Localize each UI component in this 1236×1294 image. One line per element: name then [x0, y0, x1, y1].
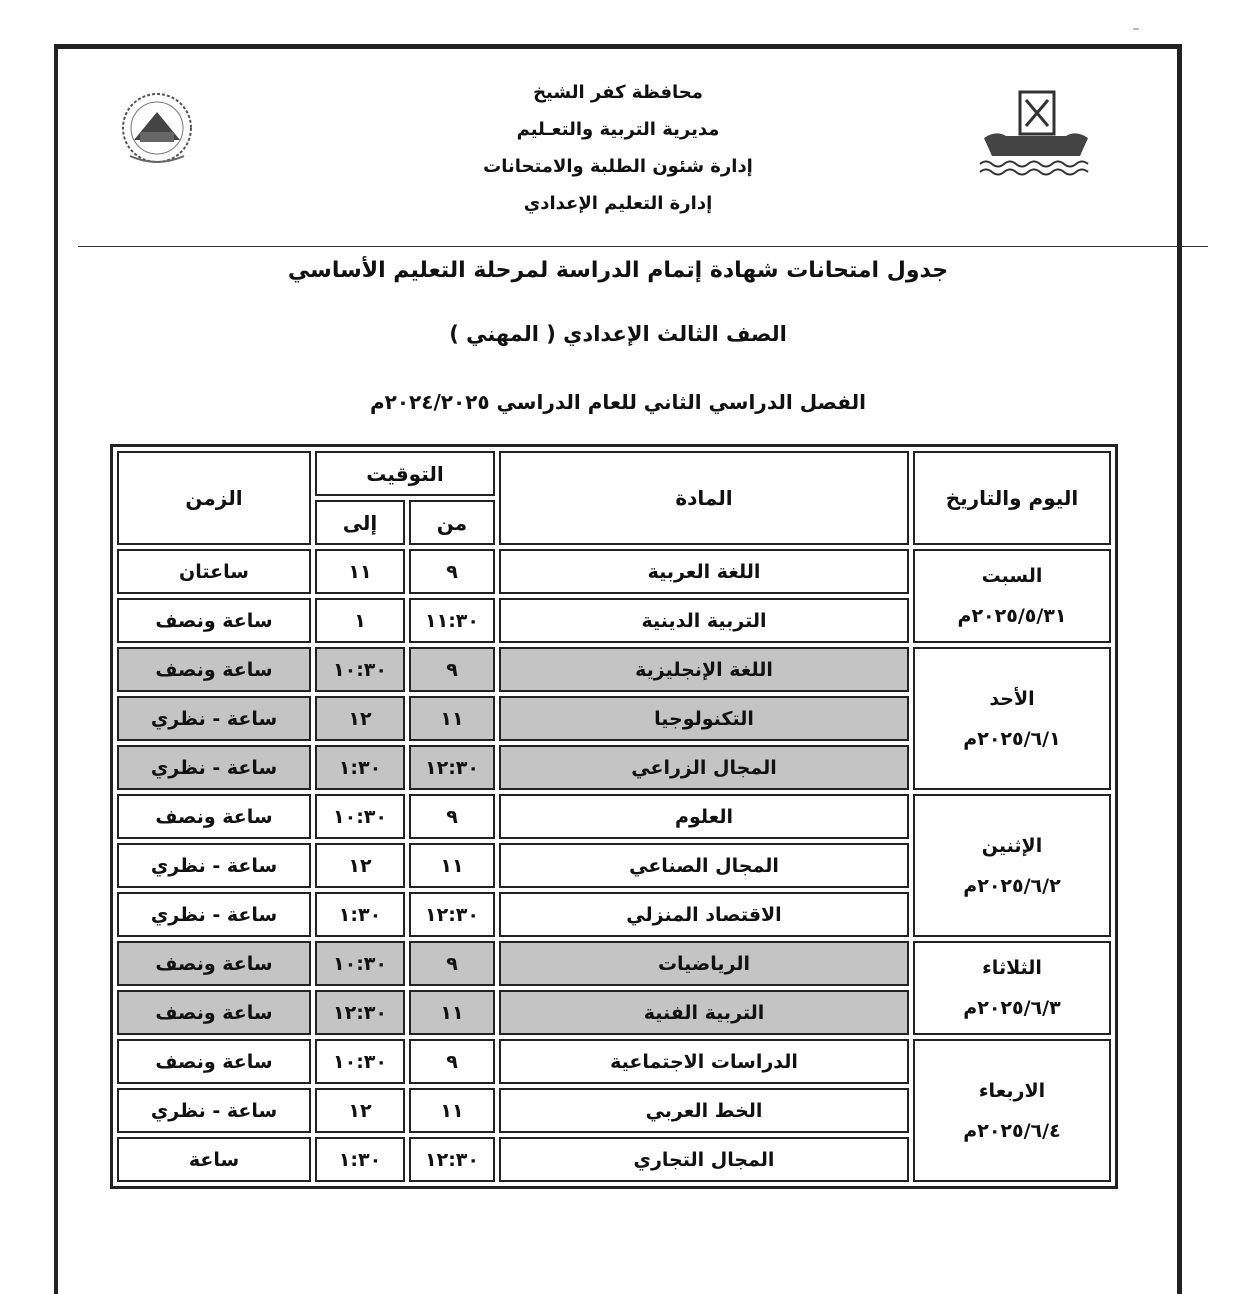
day-cell: [913, 794, 1111, 937]
duration-cell: ساعة: [117, 1137, 311, 1182]
from-cell: ١٢:٣٠: [409, 745, 495, 790]
table-row: [117, 941, 1111, 986]
to-cell: ١٠:٣٠: [315, 794, 405, 839]
day-date: ٢٠٢٥/٦/٣م: [963, 997, 1061, 1019]
subject-cell: الخط العربي: [499, 1088, 909, 1133]
to-cell: ١:٣٠: [315, 745, 405, 790]
duration-cell: ساعة ونصف: [117, 1039, 311, 1084]
table-row: [117, 794, 1111, 839]
to-cell: ١:٣٠: [315, 1137, 405, 1182]
day-name: الأحد: [989, 687, 1035, 710]
to-cell: ١:٣٠: [315, 892, 405, 937]
from-cell: ١٢:٣٠: [409, 892, 495, 937]
day-cell: [913, 1039, 1111, 1182]
header-from: من: [409, 500, 495, 545]
to-cell: ١٠:٣٠: [315, 1039, 405, 1084]
to-cell: ١٢: [315, 1088, 405, 1133]
duration-cell: ساعتان: [117, 549, 311, 594]
duration-cell: ساعة - نظري: [117, 892, 311, 937]
day-date: ٢٠٢٥/٦/٢م: [963, 874, 1061, 897]
from-cell: ١١: [409, 696, 495, 741]
subject-cell: المجال التجاري: [499, 1137, 909, 1182]
duration-cell: ساعة - نظري: [117, 745, 311, 790]
duration-cell: ساعة ونصف: [117, 794, 311, 839]
header-day-date: اليوم والتاريخ: [913, 451, 1111, 545]
schedule-title: جدول امتحانات شهادة إتمام الدراسة لمرحلة التعليم الأساسي: [287, 258, 949, 283]
subject-cell: الاقتصاد المنزلي: [499, 892, 909, 937]
from-cell: ١١: [409, 990, 495, 1035]
header-governorate: محافظة كفر الشيخ: [533, 82, 703, 103]
exam-schedule-table: [110, 444, 1118, 1189]
day-name: الإثنين: [981, 834, 1043, 857]
to-cell: ١٢:٣٠: [315, 990, 405, 1035]
subject-cell: اللغة الإنجليزية: [499, 647, 909, 692]
header-affairs: إدارة شئون الطلبة والامتحانات: [483, 156, 753, 177]
header-divider: [78, 246, 1208, 247]
day-name: السبت: [981, 565, 1043, 587]
table-row: [117, 549, 1111, 594]
header-duration: الزمن: [117, 451, 311, 545]
day-date: ٢٠٢٥/٦/١م: [963, 727, 1061, 750]
subject-cell: التكنولوجيا: [499, 696, 909, 741]
header-department: إدارة التعليم الإعدادي: [523, 193, 713, 214]
header-subject: المادة: [499, 451, 909, 545]
header-to: إلى: [315, 500, 405, 545]
from-cell: ٩: [409, 1039, 495, 1084]
from-cell: ١١: [409, 843, 495, 888]
subject-cell: الرياضيات: [499, 941, 909, 986]
table-row: [117, 1039, 1111, 1084]
duration-cell: ساعة - نظري: [117, 696, 311, 741]
to-cell: ١: [315, 598, 405, 643]
from-cell: ٩: [409, 794, 495, 839]
duration-cell: ساعة ونصف: [117, 598, 311, 643]
from-cell: ٩: [409, 941, 495, 986]
subject-cell: المجال الصناعي: [499, 843, 909, 888]
to-cell: ١٠:٣٠: [315, 941, 405, 986]
day-name: الثلاثاء: [982, 957, 1042, 979]
header-timing: التوقيت: [315, 451, 495, 496]
subject-cell: اللغة العربية: [499, 549, 909, 594]
day-cell: [913, 549, 1111, 643]
grade-title: الصف الثالث الإعدادي ( المهني ): [449, 322, 787, 346]
duration-cell: ساعة - نظري: [117, 843, 311, 888]
day-cell: [913, 647, 1111, 790]
subject-cell: المجال الزراعي: [499, 745, 909, 790]
from-cell: ١١:٣٠: [409, 598, 495, 643]
scan-speck: [1133, 28, 1139, 30]
from-cell: ١١: [409, 1088, 495, 1133]
subject-cell: العلوم: [499, 794, 909, 839]
to-cell: ١٢: [315, 696, 405, 741]
table-row: [117, 647, 1111, 692]
subject-cell: التربية الفنية: [499, 990, 909, 1035]
day-date: ٢٠٢٥/٦/٤م: [963, 1119, 1061, 1142]
from-cell: ٩: [409, 549, 495, 594]
term-title: الفصل الدراسي الثاني للعام الدراسي ٢٠٢٤/٢٠٢٥م: [369, 390, 867, 414]
day-cell: [913, 941, 1111, 1035]
from-cell: ٩: [409, 647, 495, 692]
day-name: الاربعاء: [978, 1079, 1046, 1102]
header-directorate: مديرية التربية والتعـليم: [516, 119, 720, 140]
to-cell: ١١: [315, 549, 405, 594]
to-cell: ١٢: [315, 843, 405, 888]
duration-cell: ساعة ونصف: [117, 647, 311, 692]
subject-cell: التربية الدينية: [499, 598, 909, 643]
header-block: [0, 74, 1236, 222]
subject-cell: الدراسات الاجتماعية: [499, 1039, 909, 1084]
to-cell: ١٠:٣٠: [315, 647, 405, 692]
duration-cell: ساعة - نظري: [117, 1088, 311, 1133]
day-date: ٢٠٢٥/٥/٣١م: [957, 605, 1067, 627]
duration-cell: ساعة ونصف: [117, 990, 311, 1035]
duration-cell: ساعة ونصف: [117, 941, 311, 986]
from-cell: ١٢:٣٠: [409, 1137, 495, 1182]
